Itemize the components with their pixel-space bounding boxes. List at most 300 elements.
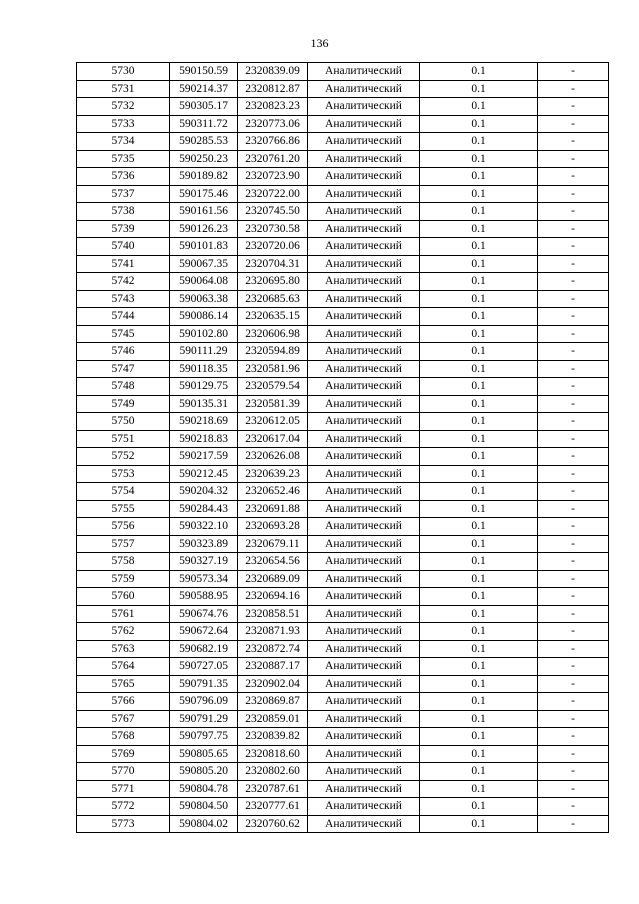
- point-number-cell: 5758: [77, 553, 170, 571]
- accuracy-cell: 0.1: [420, 360, 538, 378]
- y-coordinate-cell: 2320720.06: [238, 238, 308, 256]
- y-coordinate-cell: 2320689.09: [238, 570, 308, 588]
- accuracy-cell: 0.1: [420, 80, 538, 98]
- y-coordinate-cell: 2320581.39: [238, 395, 308, 413]
- method-cell: Аналитический: [308, 448, 420, 466]
- y-coordinate-cell: 2320722.00: [238, 185, 308, 203]
- x-coordinate-cell: 590063.38: [170, 290, 238, 308]
- y-coordinate-cell: 2320626.08: [238, 448, 308, 466]
- table-row: [77, 150, 609, 168]
- table-row: [77, 465, 609, 483]
- coordinates-table: [76, 62, 609, 833]
- note-cell: -: [538, 570, 609, 588]
- point-number-cell: 5742: [77, 273, 170, 291]
- y-coordinate-cell: 2320579.54: [238, 378, 308, 396]
- point-number-cell: 5768: [77, 728, 170, 746]
- table-row: [77, 798, 609, 816]
- note-cell: -: [538, 273, 609, 291]
- coordinates-table-body: [77, 63, 609, 833]
- accuracy-cell: 0.1: [420, 535, 538, 553]
- method-cell: Аналитический: [308, 203, 420, 221]
- accuracy-cell: 0.1: [420, 255, 538, 273]
- table-row: [77, 80, 609, 98]
- x-coordinate-cell: 590573.34: [170, 570, 238, 588]
- accuracy-cell: 0.1: [420, 220, 538, 238]
- y-coordinate-cell: 2320858.51: [238, 605, 308, 623]
- accuracy-cell: 0.1: [420, 623, 538, 641]
- x-coordinate-cell: 590305.17: [170, 98, 238, 116]
- accuracy-cell: 0.1: [420, 780, 538, 798]
- note-cell: -: [538, 98, 609, 116]
- x-coordinate-cell: 590804.50: [170, 798, 238, 816]
- accuracy-cell: 0.1: [420, 675, 538, 693]
- table-row: [77, 745, 609, 763]
- accuracy-cell: 0.1: [420, 500, 538, 518]
- y-coordinate-cell: 2320902.04: [238, 675, 308, 693]
- y-coordinate-cell: 2320839.82: [238, 728, 308, 746]
- x-coordinate-cell: 590214.37: [170, 80, 238, 98]
- point-number-cell: 5734: [77, 133, 170, 151]
- accuracy-cell: 0.1: [420, 168, 538, 186]
- accuracy-cell: 0.1: [420, 710, 538, 728]
- method-cell: Аналитический: [308, 483, 420, 501]
- point-number-cell: 5755: [77, 500, 170, 518]
- note-cell: -: [538, 623, 609, 641]
- method-cell: Аналитический: [308, 500, 420, 518]
- y-coordinate-cell: 2320871.93: [238, 623, 308, 641]
- table-row: [77, 343, 609, 361]
- table-row: [77, 763, 609, 781]
- x-coordinate-cell: 590111.29: [170, 343, 238, 361]
- accuracy-cell: 0.1: [420, 343, 538, 361]
- note-cell: -: [538, 168, 609, 186]
- x-coordinate-cell: 590126.23: [170, 220, 238, 238]
- table-row: [77, 430, 609, 448]
- point-number-cell: 5760: [77, 588, 170, 606]
- y-coordinate-cell: 2320730.58: [238, 220, 308, 238]
- point-number-cell: 5733: [77, 115, 170, 133]
- point-number-cell: 5741: [77, 255, 170, 273]
- method-cell: Аналитический: [308, 780, 420, 798]
- note-cell: -: [538, 290, 609, 308]
- note-cell: -: [538, 658, 609, 676]
- method-cell: Аналитический: [308, 815, 420, 833]
- table-row: [77, 710, 609, 728]
- table-row: [77, 378, 609, 396]
- point-number-cell: 5759: [77, 570, 170, 588]
- note-cell: -: [538, 535, 609, 553]
- point-number-cell: 5762: [77, 623, 170, 641]
- note-cell: -: [538, 500, 609, 518]
- method-cell: Аналитический: [308, 80, 420, 98]
- accuracy-cell: 0.1: [420, 273, 538, 291]
- method-cell: Аналитический: [308, 675, 420, 693]
- x-coordinate-cell: 590311.72: [170, 115, 238, 133]
- accuracy-cell: 0.1: [420, 483, 538, 501]
- x-coordinate-cell: 590217.59: [170, 448, 238, 466]
- y-coordinate-cell: 2320594.89: [238, 343, 308, 361]
- point-number-cell: 5771: [77, 780, 170, 798]
- table-row: [77, 588, 609, 606]
- method-cell: Аналитический: [308, 413, 420, 431]
- x-coordinate-cell: 590161.56: [170, 203, 238, 221]
- note-cell: -: [538, 728, 609, 746]
- point-number-cell: 5766: [77, 693, 170, 711]
- method-cell: Аналитический: [308, 658, 420, 676]
- x-coordinate-cell: 590804.78: [170, 780, 238, 798]
- accuracy-cell: 0.1: [420, 133, 538, 151]
- y-coordinate-cell: 2320617.04: [238, 430, 308, 448]
- y-coordinate-cell: 2320761.20: [238, 150, 308, 168]
- table-row: [77, 518, 609, 536]
- point-number-cell: 5773: [77, 815, 170, 833]
- note-cell: -: [538, 63, 609, 81]
- table-row: [77, 658, 609, 676]
- point-number-cell: 5761: [77, 605, 170, 623]
- note-cell: -: [538, 675, 609, 693]
- note-cell: -: [538, 483, 609, 501]
- x-coordinate-cell: 590285.53: [170, 133, 238, 151]
- x-coordinate-cell: 590064.08: [170, 273, 238, 291]
- method-cell: Аналитический: [308, 343, 420, 361]
- y-coordinate-cell: 2320704.31: [238, 255, 308, 273]
- accuracy-cell: 0.1: [420, 605, 538, 623]
- table-row: [77, 98, 609, 116]
- y-coordinate-cell: 2320869.87: [238, 693, 308, 711]
- y-coordinate-cell: 2320823.23: [238, 98, 308, 116]
- point-number-cell: 5769: [77, 745, 170, 763]
- point-number-cell: 5751: [77, 430, 170, 448]
- table-row: [77, 325, 609, 343]
- table-row: [77, 290, 609, 308]
- method-cell: Аналитический: [308, 623, 420, 641]
- note-cell: -: [538, 588, 609, 606]
- x-coordinate-cell: 590218.83: [170, 430, 238, 448]
- accuracy-cell: 0.1: [420, 63, 538, 81]
- method-cell: Аналитический: [308, 518, 420, 536]
- point-number-cell: 5745: [77, 325, 170, 343]
- x-coordinate-cell: 590682.19: [170, 640, 238, 658]
- point-number-cell: 5770: [77, 763, 170, 781]
- accuracy-cell: 0.1: [420, 308, 538, 326]
- accuracy-cell: 0.1: [420, 185, 538, 203]
- point-number-cell: 5757: [77, 535, 170, 553]
- note-cell: -: [538, 745, 609, 763]
- note-cell: -: [538, 413, 609, 431]
- note-cell: -: [538, 518, 609, 536]
- accuracy-cell: 0.1: [420, 98, 538, 116]
- accuracy-cell: 0.1: [420, 290, 538, 308]
- accuracy-cell: 0.1: [420, 815, 538, 833]
- note-cell: -: [538, 115, 609, 133]
- y-coordinate-cell: 2320679.11: [238, 535, 308, 553]
- point-number-cell: 5746: [77, 343, 170, 361]
- accuracy-cell: 0.1: [420, 588, 538, 606]
- note-cell: -: [538, 203, 609, 221]
- y-coordinate-cell: 2320745.50: [238, 203, 308, 221]
- note-cell: -: [538, 553, 609, 571]
- x-coordinate-cell: 590791.35: [170, 675, 238, 693]
- point-number-cell: 5750: [77, 413, 170, 431]
- method-cell: Аналитический: [308, 798, 420, 816]
- method-cell: Аналитический: [308, 273, 420, 291]
- y-coordinate-cell: 2320872.74: [238, 640, 308, 658]
- point-number-cell: 5744: [77, 308, 170, 326]
- method-cell: Аналитический: [308, 710, 420, 728]
- accuracy-cell: 0.1: [420, 203, 538, 221]
- method-cell: Аналитический: [308, 640, 420, 658]
- note-cell: -: [538, 220, 609, 238]
- y-coordinate-cell: 2320818.60: [238, 745, 308, 763]
- method-cell: Аналитический: [308, 728, 420, 746]
- x-coordinate-cell: 590791.29: [170, 710, 238, 728]
- table-row: [77, 815, 609, 833]
- table-row: [77, 308, 609, 326]
- point-number-cell: 5748: [77, 378, 170, 396]
- table-row: [77, 728, 609, 746]
- table-row: [77, 63, 609, 81]
- point-number-cell: 5767: [77, 710, 170, 728]
- x-coordinate-cell: 590727.05: [170, 658, 238, 676]
- x-coordinate-cell: 590805.65: [170, 745, 238, 763]
- table-row: [77, 693, 609, 711]
- method-cell: Аналитический: [308, 570, 420, 588]
- y-coordinate-cell: 2320606.98: [238, 325, 308, 343]
- y-coordinate-cell: 2320581.96: [238, 360, 308, 378]
- y-coordinate-cell: 2320887.17: [238, 658, 308, 676]
- x-coordinate-cell: 590322.10: [170, 518, 238, 536]
- table-row: [77, 500, 609, 518]
- note-cell: -: [538, 605, 609, 623]
- x-coordinate-cell: 590212.45: [170, 465, 238, 483]
- point-number-cell: 5732: [77, 98, 170, 116]
- method-cell: Аналитический: [308, 378, 420, 396]
- method-cell: Аналитический: [308, 430, 420, 448]
- accuracy-cell: 0.1: [420, 570, 538, 588]
- x-coordinate-cell: 590218.69: [170, 413, 238, 431]
- accuracy-cell: 0.1: [420, 378, 538, 396]
- x-coordinate-cell: 590797.75: [170, 728, 238, 746]
- table-row: [77, 133, 609, 151]
- x-coordinate-cell: 590135.31: [170, 395, 238, 413]
- method-cell: Аналитический: [308, 325, 420, 343]
- y-coordinate-cell: 2320812.87: [238, 80, 308, 98]
- y-coordinate-cell: 2320777.61: [238, 798, 308, 816]
- note-cell: -: [538, 448, 609, 466]
- x-coordinate-cell: 590805.20: [170, 763, 238, 781]
- x-coordinate-cell: 590118.35: [170, 360, 238, 378]
- table-row: [77, 675, 609, 693]
- x-coordinate-cell: 590674.76: [170, 605, 238, 623]
- method-cell: Аналитический: [308, 465, 420, 483]
- accuracy-cell: 0.1: [420, 658, 538, 676]
- accuracy-cell: 0.1: [420, 150, 538, 168]
- table-row: [77, 395, 609, 413]
- point-number-cell: 5747: [77, 360, 170, 378]
- accuracy-cell: 0.1: [420, 553, 538, 571]
- method-cell: Аналитический: [308, 255, 420, 273]
- table-row: [77, 640, 609, 658]
- table-row: [77, 115, 609, 133]
- x-coordinate-cell: 590327.19: [170, 553, 238, 571]
- point-number-cell: 5731: [77, 80, 170, 98]
- point-number-cell: 5736: [77, 168, 170, 186]
- method-cell: Аналитический: [308, 185, 420, 203]
- y-coordinate-cell: 2320723.90: [238, 168, 308, 186]
- method-cell: Аналитический: [308, 133, 420, 151]
- note-cell: -: [538, 815, 609, 833]
- note-cell: -: [538, 308, 609, 326]
- table-row: [77, 570, 609, 588]
- x-coordinate-cell: 590101.83: [170, 238, 238, 256]
- point-number-cell: 5740: [77, 238, 170, 256]
- accuracy-cell: 0.1: [420, 430, 538, 448]
- y-coordinate-cell: 2320787.61: [238, 780, 308, 798]
- table-row: [77, 413, 609, 431]
- method-cell: Аналитический: [308, 168, 420, 186]
- table-row: [77, 273, 609, 291]
- method-cell: Аналитический: [308, 588, 420, 606]
- x-coordinate-cell: 590204.32: [170, 483, 238, 501]
- method-cell: Аналитический: [308, 150, 420, 168]
- accuracy-cell: 0.1: [420, 693, 538, 711]
- method-cell: Аналитический: [308, 360, 420, 378]
- x-coordinate-cell: 590189.82: [170, 168, 238, 186]
- point-number-cell: 5749: [77, 395, 170, 413]
- method-cell: Аналитический: [308, 98, 420, 116]
- note-cell: -: [538, 430, 609, 448]
- accuracy-cell: 0.1: [420, 728, 538, 746]
- note-cell: -: [538, 325, 609, 343]
- note-cell: -: [538, 238, 609, 256]
- accuracy-cell: 0.1: [420, 448, 538, 466]
- method-cell: Аналитический: [308, 605, 420, 623]
- note-cell: -: [538, 693, 609, 711]
- y-coordinate-cell: 2320839.09: [238, 63, 308, 81]
- x-coordinate-cell: 590284.43: [170, 500, 238, 518]
- accuracy-cell: 0.1: [420, 413, 538, 431]
- y-coordinate-cell: 2320773.06: [238, 115, 308, 133]
- table-row: [77, 535, 609, 553]
- y-coordinate-cell: 2320654.56: [238, 553, 308, 571]
- y-coordinate-cell: 2320802.60: [238, 763, 308, 781]
- note-cell: -: [538, 185, 609, 203]
- method-cell: Аналитический: [308, 553, 420, 571]
- x-coordinate-cell: 590672.64: [170, 623, 238, 641]
- point-number-cell: 5730: [77, 63, 170, 81]
- x-coordinate-cell: 590588.95: [170, 588, 238, 606]
- accuracy-cell: 0.1: [420, 798, 538, 816]
- note-cell: -: [538, 255, 609, 273]
- note-cell: -: [538, 80, 609, 98]
- method-cell: Аналитический: [308, 763, 420, 781]
- page-number: 136: [310, 36, 329, 50]
- table-row: [77, 780, 609, 798]
- y-coordinate-cell: 2320859.01: [238, 710, 308, 728]
- table-row: [77, 203, 609, 221]
- note-cell: -: [538, 780, 609, 798]
- x-coordinate-cell: 590102.80: [170, 325, 238, 343]
- table-row: [77, 553, 609, 571]
- point-number-cell: 5765: [77, 675, 170, 693]
- y-coordinate-cell: 2320685.63: [238, 290, 308, 308]
- note-cell: -: [538, 150, 609, 168]
- point-number-cell: 5764: [77, 658, 170, 676]
- accuracy-cell: 0.1: [420, 238, 538, 256]
- method-cell: Аналитический: [308, 693, 420, 711]
- point-number-cell: 5739: [77, 220, 170, 238]
- y-coordinate-cell: 2320693.28: [238, 518, 308, 536]
- y-coordinate-cell: 2320635.15: [238, 308, 308, 326]
- method-cell: Аналитический: [308, 115, 420, 133]
- method-cell: Аналитический: [308, 238, 420, 256]
- x-coordinate-cell: 590067.35: [170, 255, 238, 273]
- note-cell: -: [538, 465, 609, 483]
- x-coordinate-cell: 590129.75: [170, 378, 238, 396]
- y-coordinate-cell: 2320691.88: [238, 500, 308, 518]
- accuracy-cell: 0.1: [420, 763, 538, 781]
- table-row: [77, 360, 609, 378]
- table-row: [77, 238, 609, 256]
- x-coordinate-cell: 590086.14: [170, 308, 238, 326]
- method-cell: Аналитический: [308, 308, 420, 326]
- x-coordinate-cell: 590796.09: [170, 693, 238, 711]
- note-cell: -: [538, 133, 609, 151]
- method-cell: Аналитический: [308, 535, 420, 553]
- accuracy-cell: 0.1: [420, 325, 538, 343]
- y-coordinate-cell: 2320612.05: [238, 413, 308, 431]
- y-coordinate-cell: 2320760.62: [238, 815, 308, 833]
- note-cell: -: [538, 640, 609, 658]
- method-cell: Аналитический: [308, 745, 420, 763]
- point-number-cell: 5763: [77, 640, 170, 658]
- method-cell: Аналитический: [308, 63, 420, 81]
- x-coordinate-cell: 590150.59: [170, 63, 238, 81]
- note-cell: -: [538, 395, 609, 413]
- x-coordinate-cell: 590175.46: [170, 185, 238, 203]
- point-number-cell: 5737: [77, 185, 170, 203]
- table-row: [77, 168, 609, 186]
- x-coordinate-cell: 590804.02: [170, 815, 238, 833]
- y-coordinate-cell: 2320694.16: [238, 588, 308, 606]
- note-cell: -: [538, 343, 609, 361]
- note-cell: -: [538, 710, 609, 728]
- note-cell: -: [538, 798, 609, 816]
- accuracy-cell: 0.1: [420, 465, 538, 483]
- y-coordinate-cell: 2320639.23: [238, 465, 308, 483]
- point-number-cell: 5735: [77, 150, 170, 168]
- table-row: [77, 623, 609, 641]
- point-number-cell: 5772: [77, 798, 170, 816]
- x-coordinate-cell: 590250.23: [170, 150, 238, 168]
- x-coordinate-cell: 590323.89: [170, 535, 238, 553]
- table-row: [77, 605, 609, 623]
- note-cell: -: [538, 360, 609, 378]
- accuracy-cell: 0.1: [420, 115, 538, 133]
- accuracy-cell: 0.1: [420, 518, 538, 536]
- method-cell: Аналитический: [308, 290, 420, 308]
- y-coordinate-cell: 2320652.46: [238, 483, 308, 501]
- note-cell: -: [538, 763, 609, 781]
- accuracy-cell: 0.1: [420, 640, 538, 658]
- table-row: [77, 448, 609, 466]
- table-row: [77, 483, 609, 501]
- point-number-cell: 5743: [77, 290, 170, 308]
- y-coordinate-cell: 2320766.86: [238, 133, 308, 151]
- point-number-cell: 5754: [77, 483, 170, 501]
- table-row: [77, 185, 609, 203]
- point-number-cell: 5752: [77, 448, 170, 466]
